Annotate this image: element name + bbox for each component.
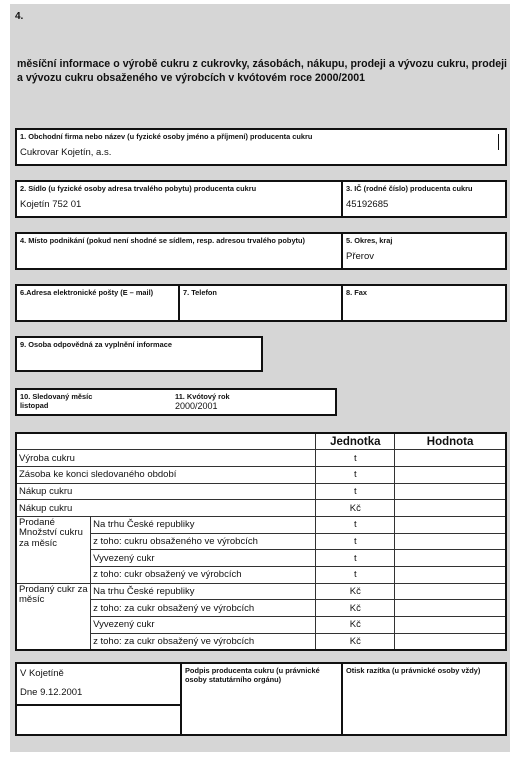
row-unit: t — [316, 550, 395, 567]
row-month-year — [15, 388, 337, 416]
row-value-cell[interactable] — [395, 450, 506, 467]
row-label: Vyvezený cukr — [91, 617, 316, 634]
row-unit: t — [316, 466, 395, 483]
row-value-cell[interactable] — [395, 633, 506, 650]
row-label: z toho: za cukr obsažený ve výrobcích — [91, 600, 316, 617]
row-seat-id — [15, 180, 507, 218]
row-value-cell[interactable] — [395, 550, 506, 567]
field-id[interactable] — [343, 182, 505, 216]
field-stamp[interactable] — [343, 664, 505, 734]
table-header-empty — [16, 433, 316, 450]
field-quota-year-label: 11. Kvótový rok — [175, 392, 230, 401]
table-row — [16, 583, 506, 600]
row-label: Nákup cukru — [16, 483, 316, 500]
field-email-label: 6.Adresa elektronické pošty (E – mail) — [20, 288, 154, 297]
form-title: měsíční informace o výrobě cukru z cukrovky, zásobách, nákupu, prodeji a vývozu cukru, prodeji a vývozu cukru obsaženého ve výrobcích v kvótovém roce 2000/2001 — [17, 58, 507, 84]
field-phone[interactable] — [180, 286, 341, 320]
field-company-name-value: Cukrovar Kojetín, a.s. — [20, 147, 112, 158]
row-unit: Kč — [316, 617, 395, 634]
field-month[interactable] — [17, 390, 172, 414]
row-label: Nákup cukru — [16, 500, 316, 517]
table-row — [16, 466, 506, 483]
table-row — [16, 500, 506, 517]
field-seat-label: 2. Sídlo (u fyzické osoby adresa trvalého pobytu) producenta cukru — [20, 184, 257, 193]
field-company-name-label: 1. Obchodní firma nebo název (u fyzické osoby jméno a příjmení) producenta cukru — [20, 132, 313, 141]
row-value-cell[interactable] — [395, 483, 506, 500]
row-label: Výroba cukru — [16, 450, 316, 467]
footer-signature-row — [15, 662, 507, 736]
field-month-label: 10. Sledovaný měsíc — [20, 392, 93, 401]
form-number: 4. — [15, 11, 24, 22]
row-unit: Kč — [316, 600, 395, 617]
table-header-value: Hodnota — [395, 433, 506, 450]
field-quota-year[interactable] — [172, 390, 335, 414]
field-responsible-person[interactable] — [15, 336, 263, 372]
stamp-label: Otisk razítka (u právnické osoby vždy) — [346, 666, 481, 675]
field-signature[interactable] — [182, 664, 341, 734]
row-unit: t — [316, 567, 395, 584]
field-district[interactable] — [343, 234, 505, 268]
row-value-cell[interactable] — [395, 583, 506, 600]
row-unit: t — [316, 450, 395, 467]
field-id-value: 45192685 — [346, 199, 389, 210]
row-label: Vyvezený cukr — [91, 550, 316, 567]
row-label: z toho: cukr obsažený ve výrobcích — [91, 567, 316, 584]
field-district-label: 5. Okres, kraj — [346, 236, 393, 245]
row-unit: Kč — [316, 500, 395, 517]
group-label-quantity: Prodané Množství cukru za měsíc — [16, 516, 91, 583]
row-label: z toho: cukru obsaženého ve výrobcích — [91, 533, 316, 550]
date-text: Dne 9.12.2001 — [20, 687, 83, 698]
field-phone-label: 7. Telefon — [183, 288, 217, 297]
field-fax[interactable] — [343, 286, 505, 320]
field-quota-year-value: 2000/2001 — [175, 401, 218, 411]
row-place-district — [15, 232, 507, 270]
row-label: Na trhu České republiky — [91, 583, 316, 600]
group-label-sales: Prodaný cukr za měsíc — [16, 583, 91, 650]
field-month-value: listopad — [20, 401, 49, 410]
table-header-row — [16, 433, 506, 450]
field-district-value: Přerov — [346, 251, 374, 262]
row-contacts — [15, 284, 507, 322]
field-email[interactable] — [17, 286, 178, 320]
row-value-cell[interactable] — [395, 466, 506, 483]
row-unit: Kč — [316, 633, 395, 650]
row-value-cell[interactable] — [395, 533, 506, 550]
field-id-label: 3. IČ (rodné číslo) producenta cukru — [346, 184, 473, 193]
row-value-cell[interactable] — [395, 500, 506, 517]
field-place-date[interactable] — [17, 664, 180, 706]
table-row — [16, 483, 506, 500]
row-unit: t — [316, 483, 395, 500]
row-label: Na trhu České republiky — [91, 516, 316, 533]
table-row — [16, 450, 506, 467]
table-header-unit: Jednotka — [316, 433, 395, 450]
field-company-name[interactable] — [15, 128, 507, 166]
field-business-place-label: 4. Místo podnikání (pokud není shodné se sídlem, resp. adresou trvalého pobytu) — [20, 236, 305, 245]
row-value-cell[interactable] — [395, 600, 506, 617]
form-sheet — [10, 4, 510, 752]
row-label: z toho: za cukr obsažený ve výrobcích — [91, 633, 316, 650]
signature-label: Podpis producenta cukru (u právnické osoby statutárního orgánu) — [185, 666, 320, 684]
field-seat[interactable] — [17, 182, 341, 216]
row-label: Zásoba ke konci sledovaného období — [16, 466, 316, 483]
field-seat-value: Kojetín 752 01 — [20, 199, 82, 210]
row-value-cell[interactable] — [395, 516, 506, 533]
field-fax-label: 8. Fax — [346, 288, 367, 297]
field-responsible-person-label: 9. Osoba odpovědná za vyplnění informace — [20, 340, 172, 349]
row-unit: t — [316, 533, 395, 550]
text-cursor — [498, 134, 499, 150]
sugar-data-table — [15, 432, 507, 651]
row-value-cell[interactable] — [395, 567, 506, 584]
table-row — [16, 516, 506, 533]
row-unit: t — [316, 516, 395, 533]
row-unit: Kč — [316, 583, 395, 600]
field-business-place[interactable] — [17, 234, 341, 268]
row-value-cell[interactable] — [395, 617, 506, 634]
place-text: V Kojetíně — [20, 668, 64, 679]
